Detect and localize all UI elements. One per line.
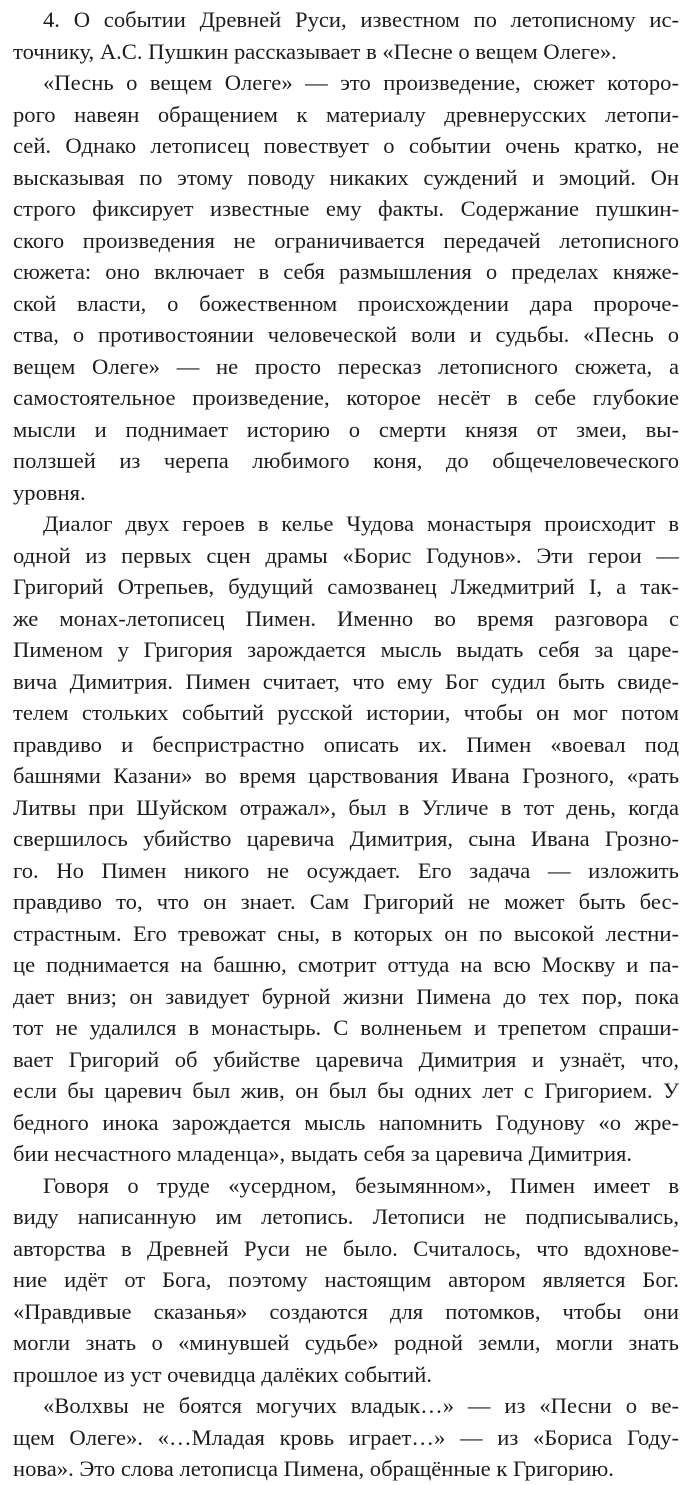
text-line: «Песнь о вещем Олеге» — это произведение, сюжет которо- [43,70,679,95]
paragraph-3 [13,508,679,1170]
text-line: виду написанную им летопись. Летописи не подписывались, [13,1204,679,1229]
text-line: щем Олеге». «…Младая кровь играет…» — из «Бориса Году- [13,1424,679,1450]
paragraph-4 [13,1170,679,1391]
paragraph-2 [13,67,679,508]
text-line: ползшей из черепа любимого коня, до общечеловеческого [13,448,679,473]
text-line: ства, о противостоянии человеческой воли и судьбы. «Песнь о [13,322,679,347]
text-line: башнями Казани» во время царствования Ивана Грозного, «рать [13,763,679,788]
text-line: правдиво то, что он знает. Сам Григорий не может быть бес- [13,889,679,914]
text-line: Пименом у Григория зарождается мысль выдать себя за царе- [13,637,679,662]
text-line: высказывая по этому поводу никаких суждений и эмоций. Он [13,164,679,190]
text-line: тот не удалился в монастырь. С волненьем и трепетом спраши- [13,1015,679,1040]
paragraph-1 [13,4,679,67]
text-line: телем стольких событий русской истории, чтобы он мог потом [13,700,679,725]
text-line: 4. О событии Древней Руси, известном по летописному ис- [43,7,679,32]
text-line: Диалог двух героев в келье Чудова монастыря происходит в [43,511,679,536]
text-line: сей. Однако летописец повествует о событии очень кратко, не [13,133,679,158]
text-line: нова». Это слова летописца Пимена, обращённые к Григорию. [13,1456,614,1481]
text-line: рого навеян обращением к материалу древнерусских летопи- [13,101,679,127]
text-line: ние идёт от Бога, поэтому настоящим автором является Бог. [13,1267,679,1292]
text-line: Григорий Отрепьев, будущий самозванец Лжедмитрий I, а так- [13,574,679,599]
text-line: одной из первых сцен драмы «Борис Годунов». Эти герои — [13,542,679,568]
text-line: «Правдивые сказанья» создаются для потомков, чтобы они [13,1298,679,1324]
text-line: дает вниз; он завидует бурной жизни Пимена до тех пор, пока [13,983,679,1009]
text-line: свершилось убийство царевича Димитрия, сына Ивана Грозно- [13,826,679,851]
text-line: страстным. Его тревожат сны, в которых он по высокой лестни- [13,920,679,946]
text-line: могли знать о «минувшей судьбе» родной земли, могли знать [13,1330,679,1355]
text-line: це поднимается на башню, смотрит оттуда на всю Москву и па- [13,952,679,977]
text-line: прошлое из уст очевидца далёких событий. [13,1361,432,1387]
text-line: точнику, А.С. Пушкин рассказывает в «Песне о вещем Олеге». [13,38,617,64]
text-line: вещем Олеге» — не просто пересказ летописного сюжета, а [13,353,679,379]
text-line: Литвы при Шуйском отражал», был в Угличе в тот день, когда [13,794,679,820]
text-line: вича Димитрия. Пимен считает, что ему Бог судил быть свиде- [13,668,679,694]
paragraph-5 [13,1390,679,1485]
text-line: бии несчастного младенца», выдать себя за царевича Димитрия. [13,1141,633,1166]
text-line: го. Но Пимен никого не осуждает. Его задача — изложить [13,857,679,883]
text-line: вает Григорий об убийстве царевича Димитрия и узнаёт, что, [13,1046,679,1072]
text-line: правдиво и беспристрастно описать их. Пимен «воевал под [13,731,679,757]
text-line: же монах-летописец Пимен. Именно во время разговора с [13,605,679,631]
text-line: самостоятельное произведение, которое несёт в себе глубокие [13,385,679,410]
text-line: если бы царевич был жив, он был бы одних лет с Григорием. У [13,1078,679,1103]
text-line: строго фиксирует известные ему факты. Содержание пушкин- [13,196,679,221]
text-line: ской власти, о божественном происхождении дара пророче- [13,290,679,316]
text-line: мысли и поднимает историю о смерти князя от змеи, вы- [13,416,679,442]
text-line: Говоря о труде «усердном, безымянном», Пимен имеет в [43,1172,679,1198]
text-line: бедного инока зарождается мысль напомнить Годунову «о жре- [13,1109,679,1135]
text-page [13,4,679,1485]
text-line: авторства в Древней Руси не было. Считалось, что вдохнове- [13,1235,679,1261]
text-line: сюжета: оно включает в себя размышления о пределах княже- [13,259,679,284]
text-line: ского произведения не ограничивается передачей летописного [13,227,679,253]
text-line: «Волхвы не боятся могучих владык…» — из «Песни о ве- [43,1393,679,1418]
text-line: уровня. [13,479,86,505]
